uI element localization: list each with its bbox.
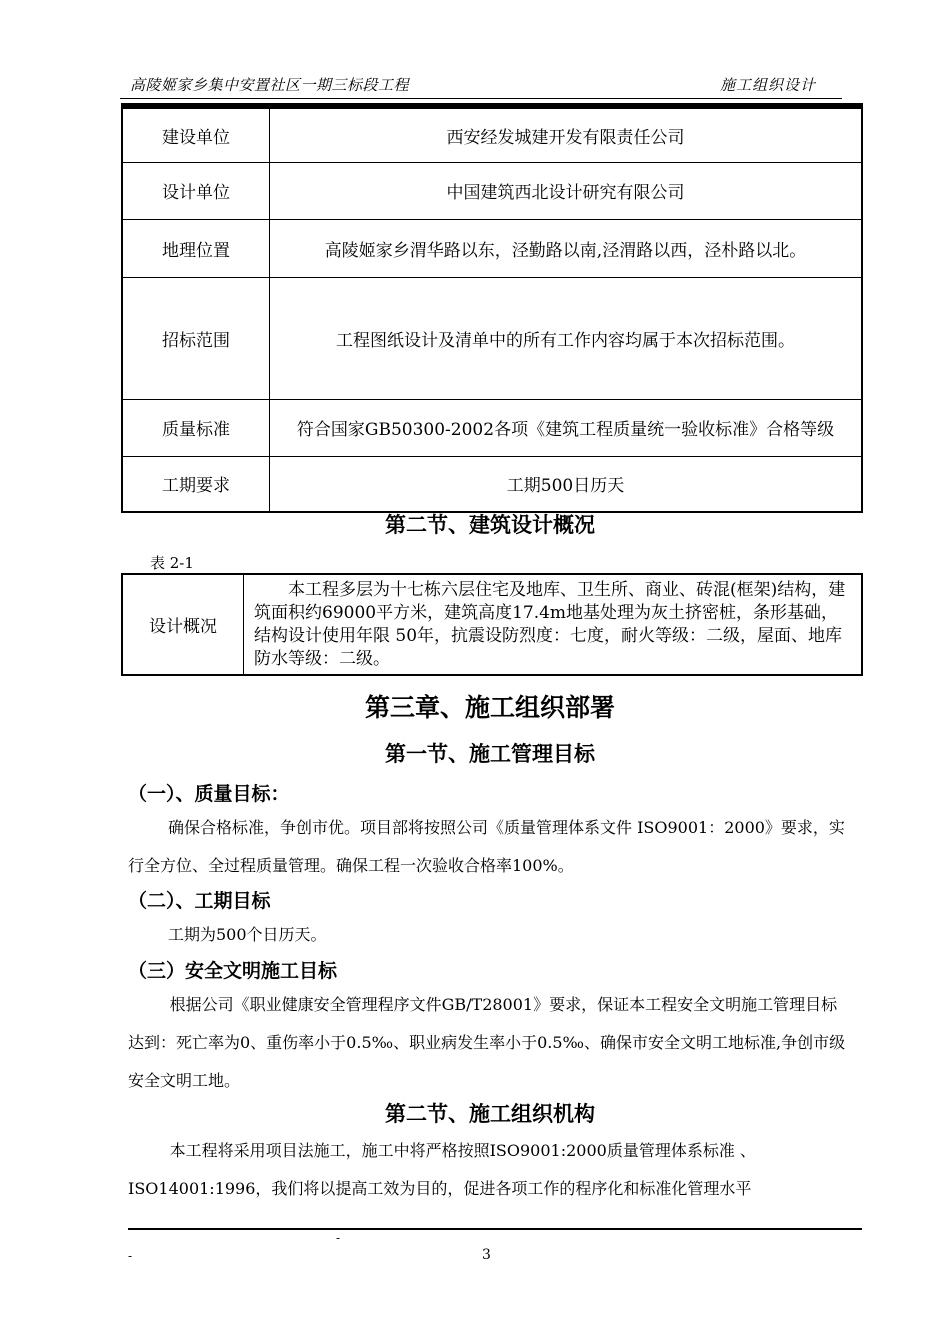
heading-quality-goal: （一）、质量目标： [128,783,290,805]
paragraph-organization: 本工程将采用项目法施工，施工中将严格按照ISO9001:2000质量管理体系标准 、ISO14001:1996，我们将以提高工效为目的，促进各项工作的程序化和标准化管理水平 [128,1141,756,1198]
heading-safety-goal: （三）安全文明施工目标 [128,960,338,982]
row-value-client: 西安经发城建开发有限责任公司 [270,106,863,162]
row-key-designer: 设计单位 [122,162,270,219]
header-project-title: 高陵姬家乡集中安置社区一期三标段工程 [130,76,410,94]
table-row [122,277,862,399]
row-key-duration: 工期要求 [122,456,270,512]
chapter-title: 第三章、施工组织部署 [364,693,615,722]
header-doc-title: 施工组织设计 [720,76,817,94]
paragraph-safety-goal: 根据公司《职业健康安全管理程序文件GB/T28001》要求，保证本工程安全文明施工管理目标达到：死亡率为0、重伤率小于0.5‰、职业病发生率小于0.5‰、确保市安全文明工地标准,争创市级安全文明工地。 [128,995,846,1090]
row-value-designer: 中国建筑西北设计研究有限公司 [270,162,863,219]
paragraph-quality-goal: 确保合格标准，争创市优。项目部将按照公司《质量管理体系文件 ISO9001：2000》要求，实行全方位、全过程质量管理。确保工程一次验收合格率100%。 [128,818,845,875]
table-row [122,574,862,675]
row-value-quality: 符合国家GB50300-2002各项《建筑工程质量统一验收标准》合格等级 [270,399,863,456]
footer-rule [128,1228,862,1230]
footer-dash-mid: - [336,1231,341,1245]
design-key: 设计概况 [122,574,244,675]
row-key-client: 建设单位 [122,106,270,162]
row-value-scope: 工程图纸设计及清单中的所有工作内容均属于本次招标范围。 [270,277,863,399]
design-overview-table [121,573,863,676]
table-row [122,399,862,456]
table-row [122,456,862,512]
heading-schedule-goal: （二）、工期目标 [128,890,271,912]
row-key-location: 地理位置 [122,219,270,277]
section-title-goals: 第一节、施工管理目标 [385,742,595,766]
row-key-scope: 招标范围 [122,277,270,399]
paragraph-schedule-goal: 工期为500个日历天。 [168,925,327,944]
header-rule [120,98,842,99]
table-row [122,106,862,162]
row-key-quality: 质量标准 [122,399,270,456]
table-label: 表 2-1 [150,554,194,572]
project-info-table [121,103,863,513]
design-value: 本工程多层为十七栋六层住宅及地库、卫生所、商业、砖混(框架)结构，建筑面积约69000平方米，建筑高度17.4m地基处理为灰土挤密桩，条形基础，结构设计使用年限 50年，抗震设防烈度：七度，耐火等级：二级，屋面、地库防水等级：二级。 [244,574,863,675]
row-value-location: 高陵姬家乡渭华路以东，泾勤路以南,泾渭路以西，泾朴路以北。 [270,219,863,277]
footer-dash-left: - [128,1249,133,1263]
table-row [122,162,862,219]
page-number: 3 [482,1247,491,1263]
section-title-organization: 第二节、施工组织机构 [385,1102,595,1126]
table-row [122,219,862,277]
row-value-duration: 工期500日历天 [270,456,863,512]
section-title-design: 第二节、建筑设计概况 [385,513,595,537]
